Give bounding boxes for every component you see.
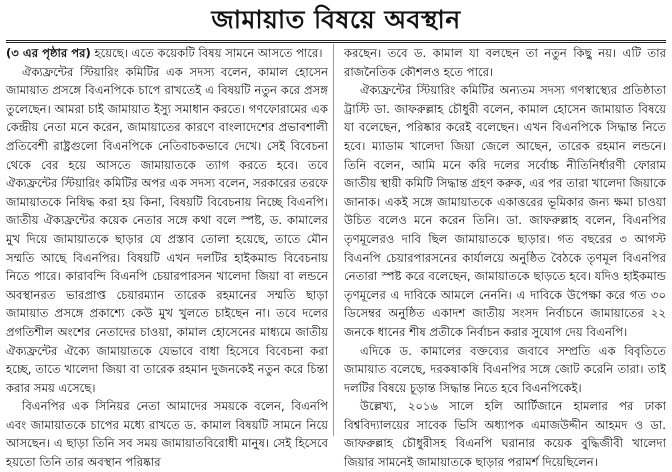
article-paragraph: [6, 44, 328, 63]
article-paragraph: বিএনপির এক সিনিয়র নেতা আমাদের সময়কে বলেন, বিএনপি এবং জামায়াতকে চাপের মধ্যে রাখতে ড. কামাল বিষয়টি সামনে নিয়ে আসছেন। এ ছাড়া তিনি সব সময় জামায়াতবিরোধী মানুষ। সেই হিসেবে হয়তো তিনি তার অবস্থান পরিষ্কার: [6, 399, 328, 470]
column-divider: [333, 44, 334, 436]
article-paragraph: করছেন। তবে ড. কামাল যা বলছেন তা নতুন কিছু নয়। এটি তার রাজনৈতিক কৌশলও হতে পারে।: [344, 46, 666, 79]
headline: জামায়াত বিষয়ে অবস্থান: [211, 5, 461, 34]
article-paragraph: ঐক্যফ্রন্টের স্টিয়ারিং কমিটির অন্যতম সদস্য গণস্বাস্থ্যের প্রতিষ্ঠাতা ট্রাস্টি ডা. জাফরুল্লাহ চৌধুরী বলেন, কামাল হোসেন জামায়াত বিষয়ে যা বলেছেন, পরিষ্কার করেই বলেছেন। এখন বিএনপিকে সিদ্ধান্ত নিতে হবে। ম্যাডাম খালেদা জিয়া জেলে আছেন, তারেক রহমান লন্ডনে। তিনি বলেন, আমি মনে করি দলের সর্বোচ্চ নীতিনির্ধারণী ফোরাম জাতীয় স্থায়ী কমিটি সিদ্ধান্ত গ্রহণ করুক, এর পর তারা খালেদা জিয়াকে জানাক। একই সঙ্গে জামায়াতকে একাত্তরের ভূমিকার জন্য ক্ষমা চাওয়া উচিত বলেও মনে করেন তিনি। ডা. জাফরুল্লাহ বলেন, বিএনপির তৃণমূলেরও দাবি ছিল জামায়াতকে ছাড়ার। গত বছরের ৩ আগস্ট বিএনপি চেয়ারপারসনের কার্যালয়ে অনুষ্ঠিত বৈঠকে তৃণমূল বিএনপির নেতারা স্পষ্ট করে বলেছেন, জামায়াতকে ছাড়তে হবে। যদিও হাইকমান্ড তৃণমূলের এ দাবিকে আমলে নেননি। এ দাবিকে উপেক্ষা করে গত ৩০ ডিসেম্বর অনুষ্ঠিত একাদশ জাতীয় সংসদ নির্বাচনে জামায়াতের ২২ জনকে ধানের শীষ প্রতীকে নির্বাচন করার সুযোগ দেয় বিএনপি।: [344, 83, 666, 339]
headline-rule-top: [6, 40, 666, 41]
article-paragraph: ঐক্যফ্রন্টের স্টিয়ারিং কমিটির এক সদস্য বলেন, কামাল হোসেন জামায়াত প্রসঙ্গে বিএনপিকে চাপে রাখতেই এ বিষয়টি নতুন করে প্রসঙ্গ তুলেছেন। আমরা চাই জামায়াত ইস্যু সমাধান করতে। গণফোরামের এক কেন্দ্রীয় নেতা মনে করেন, জামায়াতের কারণে বাংলাদেশের প্রভাবশালী প্রতিবেশী রাষ্ট্রগুলো বিএনপিকে নেতিবাচকভাবে দেখে। সেই বিবেচনা থেকে বের হয়ে আসতে জামায়াতকে ত্যাগ করতে হবে। তবে ঐক্যফ্রন্টের স্টিয়ারিং কমিটির অপর এক সদস্য বলেন, সরকারের তরফে জামায়াতকে নিষিদ্ধ করা হয় কিনা, বিষয়টি বিবেচনায় নিচ্ছে বিএনপি। জাতীয় ঐক্যফ্রন্টের কয়েক নেতার সঙ্গে কথা বলে স্পষ্ট, ড. কামালের মুখ দিয়ে জামায়াতকে ছাড়ার যে প্রস্তাব তোলা হয়েছে, তাতে মৌন সম্মতি আছে বিএনপির। বিষয়টি এখন দলটির হাইকমান্ড বিবেচনায় নিতে পারে। কারাবন্দি বিএনপি চেয়ারপারসন খালেদা জিয়া বা লন্ডনে অবস্থানরত ভারপ্রাপ্ত চেয়ারম্যান তারেক রহমানের সম্মতি ছাড়া জামায়াত প্রসঙ্গে প্রকাশ্যে কেউ মুখ খুলতে চাইছেন না। তবে দলের প্রগতিশীল অংশের নেতাদের চাওয়া, কামাল হোসেনের মাধ্যমে জাতীয় ঐক্যফ্রন্টের ঐক্যে জামায়াতকে যেভাবে বাধা হিসেবে বিবেচনা করা হচ্ছে, তাতে খালেদা জিয়া বা তারেক রহমান দুজনকেই নতুন করে চিন্তা করার সময় এসেছে।: [6, 64, 328, 395]
left-column: [6, 44, 328, 470]
headline-rule-bottom: [6, 42, 666, 43]
paragraph-text: হয়েছে। এতে কয়েকটি বিষয় সামনে আসতে পারে।: [94, 46, 323, 60]
article-paragraph: উল্লেখ্য, ২০১৬ সালে হলি আর্টিজানে হামলার পর ঢাকা বিশ্ববিদ্যালয়ের সাবেক ভিসি অধ্যাপক এমাজউদ্দীন আহমদ ও ডা. জাফরুল্লাহ চৌধুরীসহ বিএনপি ঘরানার কয়েক বুদ্ধিজীবী খালেদা জিয়ার সামনেই জামায়াতকে ছাড়ার পরামর্শ দিয়েছিলেন।: [344, 399, 666, 470]
right-column: [344, 44, 666, 470]
continuation-label: (৩ এর পৃষ্ঠার পর): [6, 46, 91, 60]
article-paragraph: এদিকে ড. কামালের বক্তব্যের জবাবে সম্প্রতি এক বিবৃতিতে জামায়াত বলেছে, দরকষাকষি বিএনপির সঙ্গে জোট করেনি তারা। তাই দলটির বিষয়ে চূড়ান্ত সিদ্ধান্ত নিতে হবে বিএনপিকেই।: [344, 343, 666, 395]
